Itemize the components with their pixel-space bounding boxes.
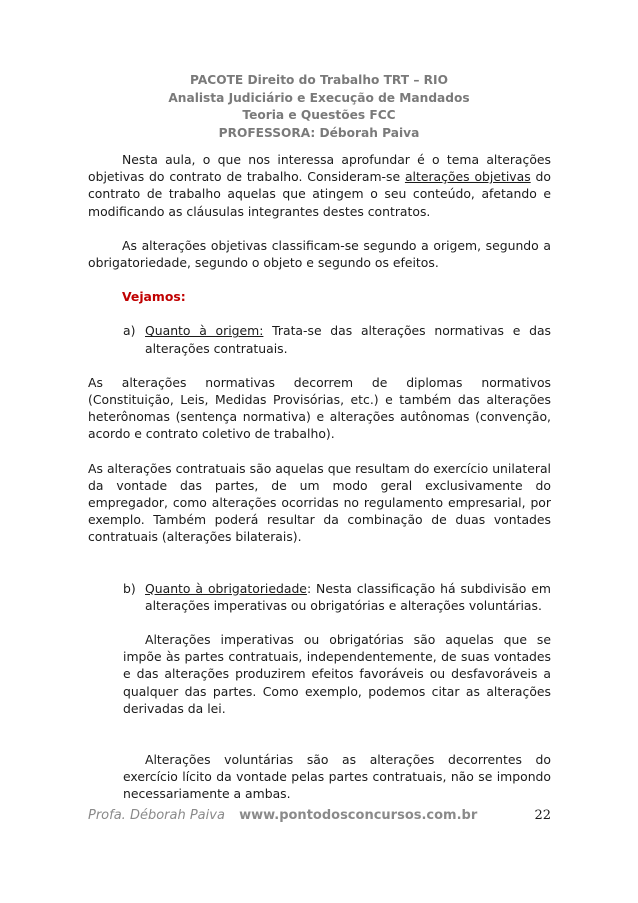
page-header xyxy=(0,72,638,142)
item-a-title: Quanto à origem: xyxy=(145,323,264,339)
page-number: 22 xyxy=(534,808,551,823)
item-a-body xyxy=(145,322,551,356)
item-b-body xyxy=(145,580,551,614)
intro-text-before: Nesta aula, o que nos interessa aprofundar é o tema alterações objetivas do contrato de trabalho. Consideram-se xyxy=(88,152,551,185)
header-subtitle: Teoria e Questões FCC xyxy=(242,108,396,122)
document-body xyxy=(88,151,551,803)
footer-website-link[interactable]: www.pontodosconcursos.com.br xyxy=(239,808,478,823)
footer-author: Profa. Déborah Paiva xyxy=(88,808,225,823)
paragraph-classification: As alterações objetivas classificam-se segundo a origem, segundo a obrigatoriedade, segundo o objeto e segundo os efeitos. xyxy=(88,237,551,271)
intro-underlined-term: alterações objetivas xyxy=(404,169,531,185)
intro-text-after: do contrato de trabalho aquelas que atingem o seu conteúdo, afetando e modificando as cláusulas integrantes destes contratos. xyxy=(88,169,551,219)
item-a-text: Trata-se das alterações normativas e das alterações contratuais. xyxy=(145,323,551,356)
paragraph-imperative xyxy=(88,631,551,717)
header-professor: PROFESSORA: Déborah Paiva xyxy=(218,125,420,140)
paragraph-intro xyxy=(88,151,551,220)
header-course-title: PACOTE Direito do Trabalho TRT – RIO xyxy=(190,73,448,87)
list-item-obligation xyxy=(88,580,551,614)
paragraph-voluntary xyxy=(88,751,551,803)
imperative-text: Alterações imperativas ou obrigatórias são aquelas que se impõe às partes contratuais, independentemente, de suas vontades e das alterações produzirem efeitos favoráveis ou desfavoráveis a qualquer das partes. Como exemplo, podemos citar as alterações derivadas da lei. xyxy=(123,632,551,716)
heading-vejamos: Vejamos: xyxy=(122,289,186,305)
paragraph-contractual: As alterações contratuais são aquelas que resultam do exercício unilateral da vontade das partes, de um modo geral exclusivamente do empregador, como alterações ocorridas no regulamento empresarial, por exemplo. Também poderá resultar da combinação de duas vontades contratuais (alterações bilaterais). xyxy=(88,460,551,545)
voluntary-text: Alterações voluntárias são as alterações decorrentes do exercício lícito da vontade pelas partes contratuais, não se impondo necessariamente a ambas. xyxy=(123,752,551,802)
item-a-label: a) xyxy=(123,323,136,339)
page-footer xyxy=(88,808,551,823)
header-position: Analista Judiciário e Execução de Mandados xyxy=(168,90,470,105)
item-b-label: b) xyxy=(123,580,136,596)
item-b-title: Quanto à obrigatoriedade xyxy=(145,580,307,596)
item-b-text: : Nesta classificação há subdivisão em alterações imperativas ou obrigatórias e alterações voluntárias. xyxy=(145,580,551,613)
list-item-origin xyxy=(88,322,551,356)
paragraph-normative: As alterações normativas decorrem de diplomas normativos (Constituição, Leis, Medidas Provisórias, etc.) e também das alterações heterônomas (sentença normativa) e alterações autônomas (convenção, acordo e contrato coletivo de trabalho). xyxy=(88,374,551,442)
